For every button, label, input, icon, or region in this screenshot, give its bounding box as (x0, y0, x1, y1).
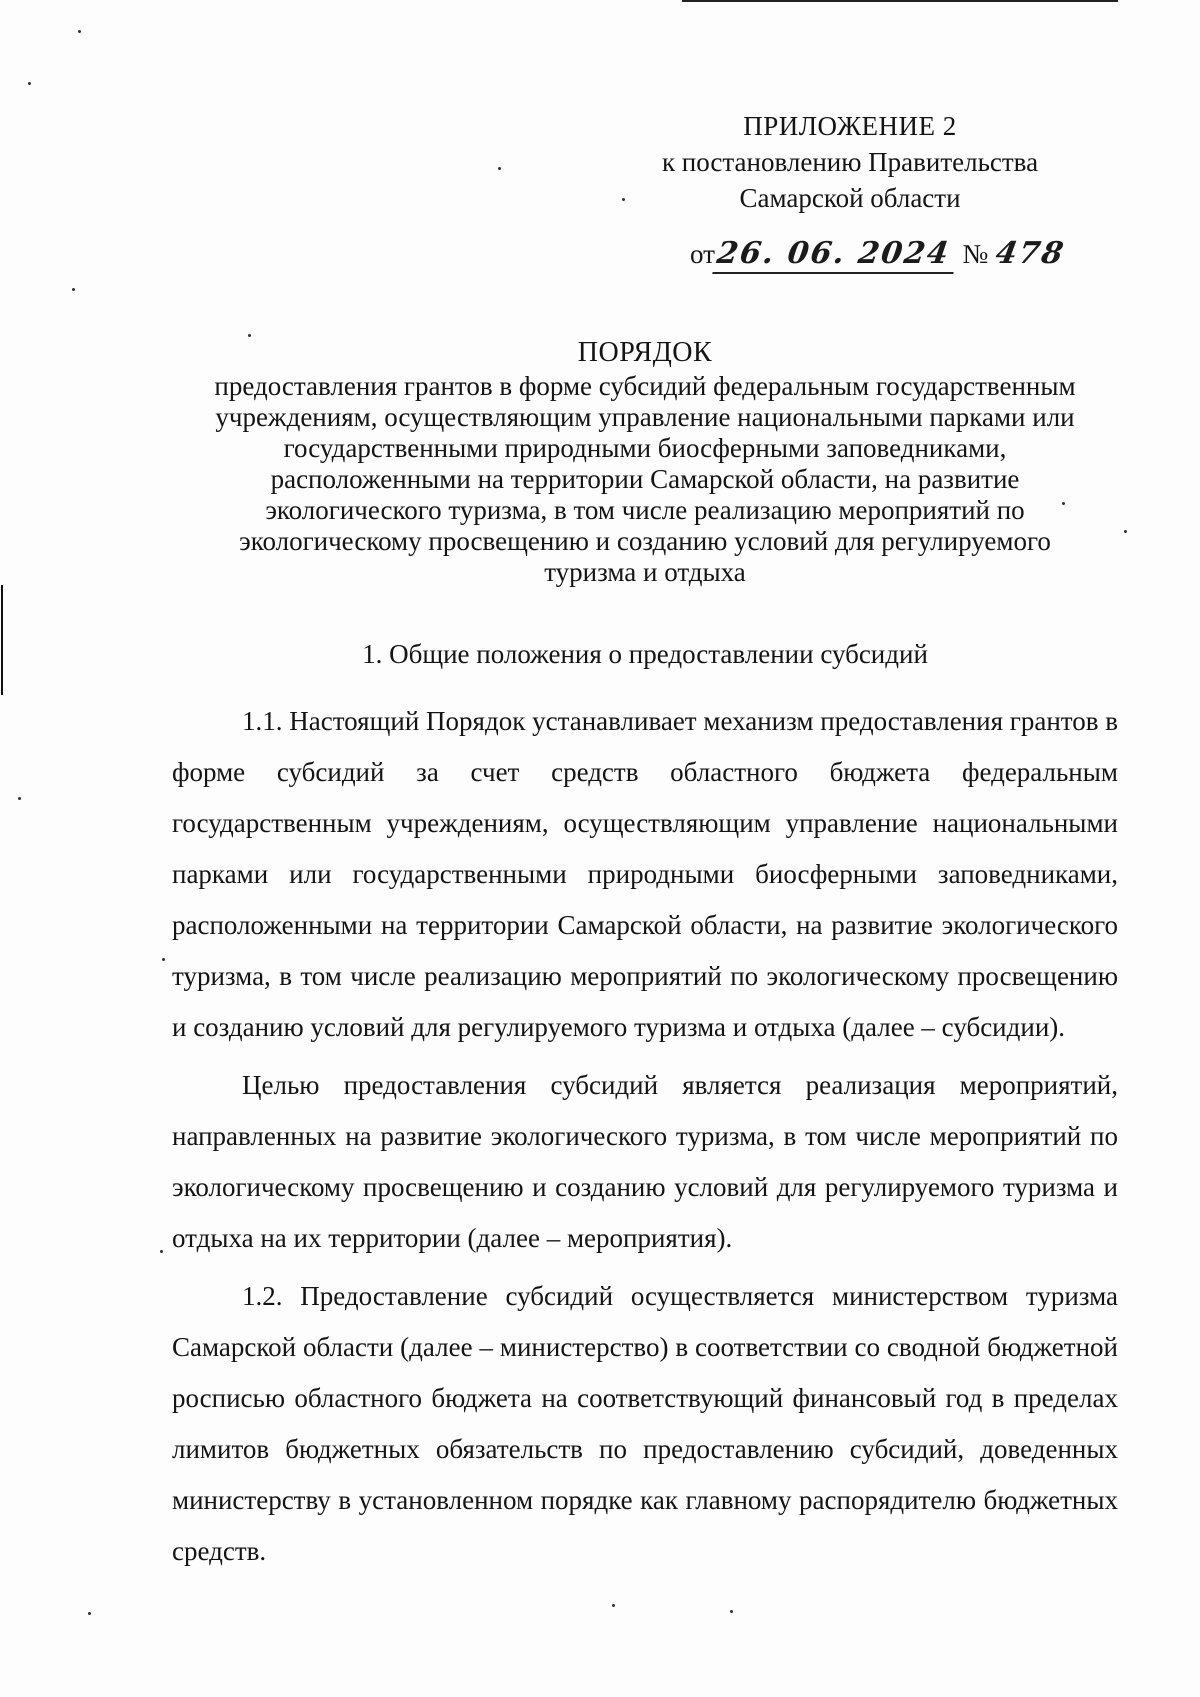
paragraph-1-1: 1.1. Настоящий Порядок устанавливает механизм предоставления грантов в форме субсидий за счет средств областного бюджета федеральным государственным учреждениям, осуществляющим управление национальными парками или государственными природными биосферными заповедниками, расположенными на территории Самарской области, на развитие экологического туризма, в том числе реализацию мероприятий по экологическому просвещению и созданию условий для регулируемого туризма и отдыха (далее – субсидии). (172, 706, 1118, 1042)
scan-speck (78, 30, 81, 33)
scan-speck (28, 82, 31, 85)
annex-region-line: Самарской области (739, 183, 961, 213)
scan-speck (498, 167, 501, 170)
handwritten-date: 26. 06. 2024 (712, 236, 958, 274)
title-line: государственными природными биосферными заповедниками, (283, 433, 1007, 463)
top-edge-rule (682, 0, 1118, 2)
document-body (172, 696, 1118, 1584)
scan-speck (72, 288, 75, 291)
handwritten-number: 478 (993, 236, 1069, 271)
annex-header (600, 108, 1100, 216)
scan-speck (1124, 530, 1127, 533)
scan-speck (88, 1612, 91, 1615)
title-line: предоставления грантов в форме субсидий федеральным государственным (214, 371, 1076, 401)
title-line: экологическому просвещению и созданию условий для регулируемого (239, 526, 1051, 556)
title-line: учреждениям, осуществляющим управление национальными парками или (215, 402, 1075, 432)
left-margin-mark (1, 585, 3, 695)
scan-speck (730, 1610, 733, 1613)
date-prefix: от (690, 239, 715, 269)
paragraph-1-2: 1.2. Предоставление субсидий осуществляется министерством туризма Самарской области (далее – министерство) в соответствии со сводной бюджетной росписью областного бюджета на соответствующий финансовый год в пределах лимитов бюджетных обязательств по предоставлению субсидий, доведенных министерству в установленном порядке как главному распорядителю бюджетных средств. (172, 1281, 1118, 1566)
resolution-date-number (690, 236, 1090, 274)
scan-speck (160, 1250, 163, 1253)
section-heading: 1. Общие положения о предоставлении субсидий (362, 639, 928, 669)
annex-title: ПРИЛОЖЕНИЕ 2 (743, 111, 957, 141)
title-line: экологического туризма, в том числе реализацию мероприятий по (265, 495, 1025, 525)
title-line: туризма и отдыха (544, 557, 746, 587)
document-title-block (170, 337, 1120, 588)
scan-speck (18, 797, 21, 800)
annex-reference-line: к постановлению Правительства (661, 147, 1039, 177)
scan-speck (612, 1604, 615, 1607)
paragraph-purpose: Целью предоставления субсидий является реализация мероприятий, направленных на развитие экологического туризма, в том числе мероприятий по экологическому просвещению и созданию условий для регулируемого туризма и отдыха на их территории (далее – мероприятия). (172, 1070, 1118, 1253)
scan-speck (162, 958, 165, 961)
document-title: ПОРЯДОК (577, 337, 713, 368)
number-sign: № (962, 239, 989, 269)
title-line: расположенными на территории Самарской области, на развитие (270, 464, 1020, 494)
